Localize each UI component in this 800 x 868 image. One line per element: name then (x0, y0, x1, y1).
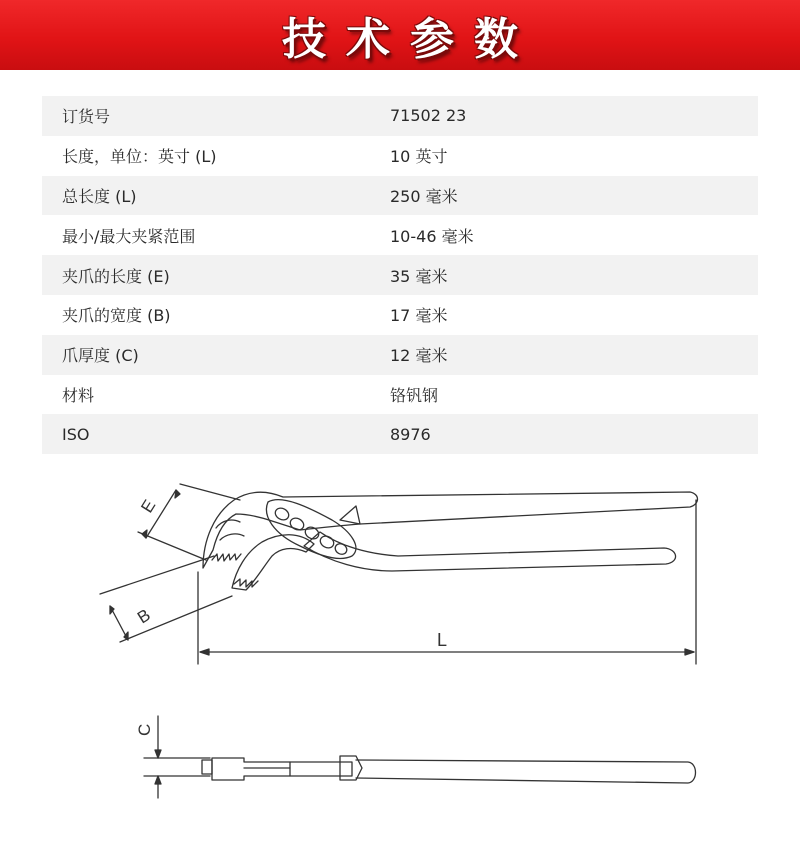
table-row (42, 136, 758, 176)
spec-label: 最小/最大夹紧范围 (62, 226, 196, 246)
dim-c-label: C (135, 723, 154, 736)
plier-edge-view (202, 756, 696, 783)
upper-jaw-teeth (212, 554, 241, 561)
slot-hole (333, 542, 348, 556)
spec-label: 订货号 (42, 96, 390, 136)
header-banner (0, 0, 800, 70)
table-row (42, 255, 758, 295)
spec-label: 爪厚度 (C) (42, 335, 390, 375)
plier-technical-drawing (0, 470, 800, 868)
spec-value: 71502 23 (390, 96, 758, 136)
spec-value: 250 毫米 (390, 176, 758, 216)
triangle-marker (340, 506, 360, 524)
dim-e-label: E (137, 496, 160, 517)
spec-value: 铬钒钢 (390, 385, 439, 405)
page-title: 技术参数 (282, 14, 538, 65)
spec-table (42, 96, 758, 454)
jaw-edge (202, 760, 212, 774)
spec-label: ISO (42, 414, 390, 454)
table-row (42, 176, 758, 216)
spec-value: 10 英寸 (390, 147, 448, 167)
spec-value: 17 毫米 (390, 306, 448, 326)
slot-hole (273, 506, 291, 522)
table-row (42, 375, 758, 415)
spec-value: 10-46 毫米 (390, 226, 474, 246)
table-row (42, 335, 758, 375)
table-row (42, 414, 758, 454)
spec-label: 材料 (62, 385, 95, 405)
dimension-e (138, 484, 240, 560)
spec-value: 35 毫米 (390, 255, 758, 295)
dimension-b (100, 556, 232, 642)
table-row (42, 215, 758, 255)
handle-edge (356, 760, 696, 783)
table-row (42, 295, 758, 335)
spec-value: 12 毫米 (390, 335, 758, 375)
table-row (42, 96, 758, 136)
spec-label: 夹爪的长度 (E) (42, 255, 390, 295)
spec-label: 长度，单位：英寸 (L) (62, 147, 217, 167)
spec-value: 8976 (390, 414, 758, 454)
lower-handle (304, 532, 676, 571)
dim-b-label: B (134, 605, 154, 628)
spec-label: 夹爪的宽度 (B) (62, 306, 171, 326)
slot-hole (318, 534, 336, 550)
spec-label: 总长度 (L) (42, 176, 390, 216)
joint-edge (212, 758, 352, 780)
plier-side-view (203, 492, 698, 590)
dim-l-label: L (437, 630, 448, 650)
